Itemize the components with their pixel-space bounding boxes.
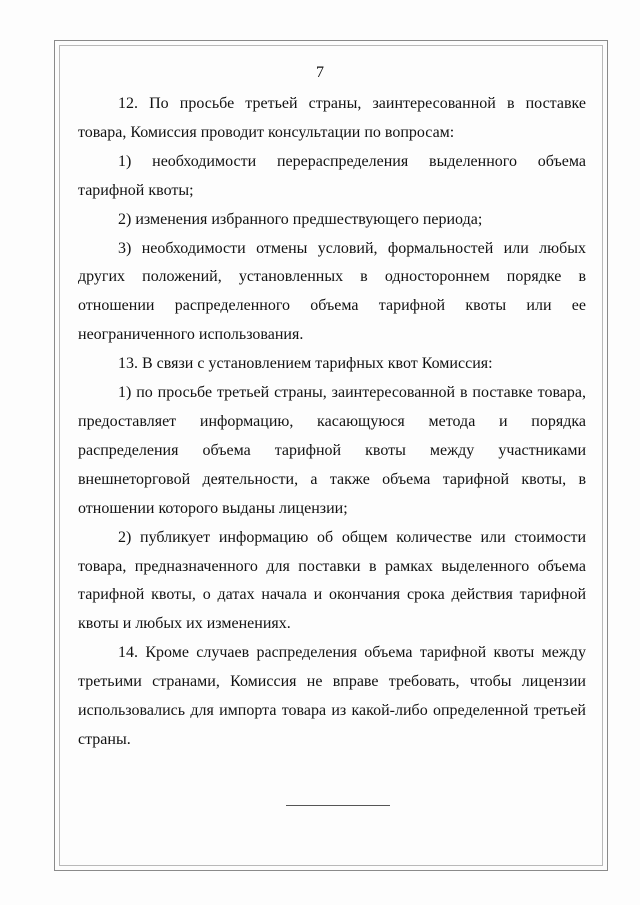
paragraph-14: 14. Кроме случаев распределения объема тарифной квоты между третьими странами, Комиссия не вправе требовать, чтобы лицензии использовались для импорта товара из какой-либо определенной третьей страны. (78, 644, 586, 748)
paragraph-12-item-1: 1) необходимости перераспределения выделенного объема тарифной квоты; (78, 152, 586, 199)
end-of-text-rule (286, 805, 390, 806)
paragraph-12-item-2: 2) изменения избранного предшествующего периода; (118, 210, 483, 228)
document-body (78, 90, 586, 755)
paragraph-13: 13. В связи с установлением тарифных квот Комиссия: (118, 355, 493, 373)
page-number: 7 (316, 64, 324, 81)
paragraph-12-item-3: 3) необходимости отмены условий, формальностей или любых других положений, установленных в одностороннем порядке в отношении распределенного объема тарифной квоты или ее неограниченного использования. (78, 239, 586, 344)
paragraph-13-item-2: 2) публикует информацию об общем количестве или стоимости товара, предназначенного для поставки в рамках выделенного объема тарифной квоты, о датах начала и окончания срока действия тарифной квоты и любых их изменениях. (78, 528, 586, 633)
paragraph-13-item-1: 1) по просьбе третьей страны, заинтересованной в поставке товара, предоставляет информацию, касающуюся метода и порядка распределения объема тарифной квоты между участниками внешнеторговой деятельности, а также объема тарифной квоты, в отношении которого выданы лицензии; (78, 384, 586, 517)
paragraph-12: 12. По просьбе третьей страны, заинтересованной в поставке товара, Комиссия проводит консультации по вопросам: (78, 95, 586, 141)
